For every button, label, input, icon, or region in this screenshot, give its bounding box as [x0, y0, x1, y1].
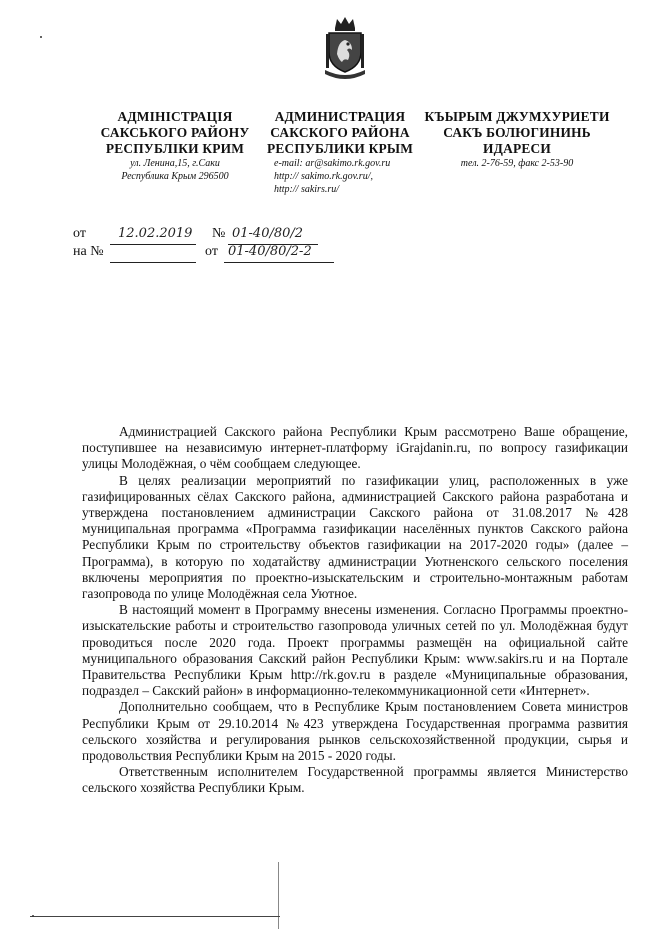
reg-ref-underline	[110, 262, 196, 263]
header-ru-line-2: САКСКОГО РАЙОНА	[270, 125, 410, 140]
header-ua-address-1: ул. Ленина,15, г.Саки	[130, 158, 220, 169]
header-ru-line-3: РЕСПУБЛИКИ КРЫМ	[266, 141, 414, 156]
scan-fold-line	[278, 862, 279, 929]
reg-ref-label: на №	[73, 244, 104, 259]
reg-number-label: №	[212, 226, 226, 241]
header-ua-line-3: РЕСПУБЛІКИ КРИМ	[105, 141, 245, 156]
header-ru-email: e-mail: ar@sakimo.rk.gov.ru	[274, 158, 391, 169]
header-ru-site-2: http:// sakirs.ru/	[274, 184, 340, 195]
body-paragraph-2: В целях реализации мероприятий по газификации улиц, расположенных в уже газифицированных сёлах Сакского района, администрацией Сакского района разработана и утверждена постановлением администрации Сакского района от 31.08.2017 №428 муниципальная программа «Программа газификации населённых пунктов Сакского района Республики Крым по строительству объектов газификации на 2017-2020 годы» (далее – Программа), в которую по ходатайству администрации Уютненского сельского поселения включены мероприятия по проектно-изыскательским и строительно-монтажным работам газопровода по улице Молодёжная села Уютное.	[82, 472, 628, 602]
body-paragraph-1: Администрацией Сакского района Республики Крым рассмотрено Ваше обращение, поступившее на независимую интернет-платформу iGrajdanin.ru, по вопросу газификации улицы Молодёжная, о чём сообщаем следующее.	[82, 424, 628, 472]
coat-of-arms-emblem	[323, 14, 367, 80]
header-ru-line-1: АДМИНИСТРАЦИЯ	[274, 109, 406, 124]
header-ct-line-3: ИДАРЕСИ	[483, 141, 551, 156]
reg-date: 12.02.2019	[118, 226, 193, 241]
header-ct-line-1: КЪЫРЫМ ДЖУМХУРИЕТИ	[424, 109, 610, 124]
header-ct-line-2: САКЪ БОЛЮГИНИНЬ	[443, 125, 591, 140]
header-ua-line-1: АДМІНІСТРАЦІЯ	[117, 109, 233, 124]
body-paragraph-3: В настоящий момент в Программу внесены изменения. Согласно Программы проектно-изыскательские работы и строительство газопровода уличных сетей по ул. Молодёжная будут проводиться после 2020 года. Проект программы размещён на официальной сайте муниципального образования Сакский район Республики Крым: www.sakirs.ru и на Портале Правительства Республики Крым http://rk.gov.ru в разделе «Муниципальные образования, подраздел – Сакский район» в информационно-телекоммуникационной сети «Интернет».	[82, 602, 628, 699]
reg-date-underline	[110, 244, 196, 245]
header-russian	[262, 109, 418, 196]
header-ct-phone: тел. 2-76-59, факс 2-53-90	[460, 158, 574, 169]
header-ua-line-2: САКСЬКОГО РАЙОНУ	[100, 125, 250, 140]
reg-ref-number-underline	[224, 262, 334, 263]
letter-body	[82, 424, 628, 797]
header-ukrainian	[90, 109, 260, 183]
scan-bottom-line	[30, 916, 280, 917]
header-ua-address-2: Республика Крым 296500	[121, 171, 229, 182]
reg-number: 01-40/80/2	[232, 226, 304, 241]
reg-ref-number: 01-40/80/2-2	[228, 244, 312, 259]
scan-speck	[40, 36, 42, 38]
header-ru-site-1: http:// sakimo.rk.gov.ru/,	[274, 171, 373, 182]
body-paragraph-5: Ответственным исполнителем Государственной программы является Министерство сельского хозяйства Республики Крым.	[82, 764, 628, 796]
header-crimean-tatar	[424, 109, 610, 170]
body-paragraph-4: Дополнительно сообщаем, что в Республике Крым постановлением Совета министров Республики Крым от 29.10.2014 №423 утверждена Государственная программа развития сельского хозяйства и регулирования рынков сельскохозяйственной продукции, сырья и продовольствия Республики Крым на 2015 - 2020 годы.	[82, 699, 628, 764]
reg-ref-from-label: от	[205, 244, 218, 259]
reg-from-label: от	[73, 226, 86, 241]
scan-speck-2	[32, 915, 34, 917]
